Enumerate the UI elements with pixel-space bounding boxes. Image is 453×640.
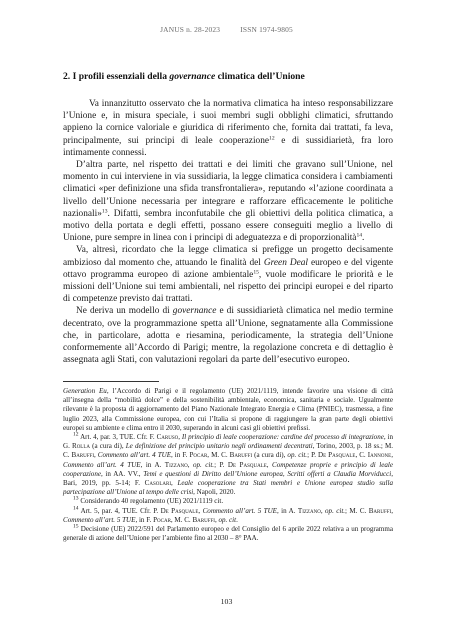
author: Iannone — [367, 451, 392, 460]
work-title: Temi e questioni di Diritto dell’Unione europea, Scritti offerti a Claudia Morviducci — [143, 469, 392, 478]
section-title-text: 2. I profili essenziali della — [63, 71, 170, 82]
author: Tizzano — [297, 506, 321, 515]
text-run: , in AA. VV., — [100, 469, 144, 478]
text-run: , M. C. — [207, 451, 230, 460]
work-title: Competenze proprie e principio di leale cooperazione — [63, 460, 393, 478]
footnotes — [63, 387, 393, 543]
author: Baruffi — [229, 451, 253, 460]
footnote-12 — [63, 433, 393, 497]
author: Baruffi — [71, 451, 94, 460]
text-run: , in A. — [276, 506, 298, 515]
text-run: . — [362, 233, 365, 244]
text-run: Va, altresì, ricordato che la legge climatica si prefigge un progetto decisamente ambizioso dal momento che, attuando le finalità del — [63, 245, 393, 268]
text-run: , in F. — [171, 451, 190, 460]
paragraph-4 — [63, 305, 393, 366]
text-run: (a cura di), — [252, 451, 288, 460]
emphasis: op. cit. — [325, 506, 346, 515]
text-run: , — [391, 451, 393, 460]
text-run: Ne deriva un modello di — [76, 306, 173, 317]
text-run: D’altra parte, nel rispetto dei trattati e dei limiti che gravano sull’Unione, nel momento in cui interviene in via sussidiaria, la legge climatica considera i cambiamenti climatici «per definizione una sfida transfrontaliera», reputando «l’azione coordinata a livello dell’Unione necessaria per integrare e rafforzare efficacemente le politiche nazionali» — [63, 160, 393, 219]
text-run: Art. 4, par. 3, TUE. Cfr. F. — [78, 433, 157, 442]
author: Baruffi — [192, 515, 215, 524]
author: Rolla — [72, 442, 91, 451]
paragraph-1 — [63, 98, 393, 159]
text-run: , vuole modificare le priorità e le missioni dell’Unione sui temi ambientali, nel rispetto dei principi europei e del riparto di competenze previsto dai trattati. — [63, 269, 393, 305]
emphasis: op. cit. — [192, 460, 215, 469]
text-run: , Torino, 2003, p. 18 ss.; M. C. — [63, 442, 393, 460]
text-run: e di sussidiarietà, fra loro intimamente connessi. — [63, 135, 393, 158]
body-text — [63, 98, 393, 366]
work-title: Il principio di leale cooperazione: cardine del processo di integrazione — [181, 433, 384, 442]
text-run: , — [93, 451, 98, 460]
text-run: , — [391, 506, 393, 515]
text-run: , — [198, 506, 203, 515]
footnote-divider — [63, 381, 159, 382]
work-title: Le definizione del principio unitario negli ordinamenti decentrati — [125, 442, 313, 451]
work-title: Commento all’art. 4 TUE — [97, 451, 172, 460]
text-run: . — [236, 515, 238, 524]
text-run: , — [214, 515, 219, 524]
author: Tizzano — [164, 460, 188, 469]
paragraph-3 — [63, 244, 393, 305]
emphasis: governance — [172, 306, 217, 317]
page-number: 103 — [220, 597, 233, 606]
section-title-emphasis: governance — [169, 71, 216, 82]
text-run: , — [187, 460, 193, 469]
author: Baruffi — [368, 506, 392, 515]
author: Pocar — [153, 515, 171, 524]
work-title: Leale cooperazione tra Stati membri e Unione europea studio sulla partecipazione all’Unione al tempo delle crisi — [63, 479, 393, 497]
text-run: , — [266, 460, 273, 469]
footnote-ref-13[interactable]: 13 — [101, 208, 108, 215]
journal-name: JANUS n. 28-2023 — [160, 25, 221, 34]
issn: ISSN 1974-9805 — [240, 25, 293, 34]
footnote-ref-15[interactable]: 15 — [253, 269, 259, 276]
footnote-15 — [63, 525, 393, 543]
text-run: , in A. — [140, 460, 165, 469]
text-run: europeo e del vigente ottavo programma europeo di azione ambientale — [63, 257, 393, 280]
author: De Pasquale — [227, 460, 267, 469]
paragraph-2 — [63, 159, 393, 244]
emphasis: op. cit — [218, 515, 237, 524]
author: Casolari — [144, 479, 172, 488]
emphasis: op. cit. — [287, 451, 308, 460]
text-run: ; P. — [307, 451, 318, 460]
text-run: Decisione (UE) 2022/591 del Parlamento europeo e del Consiglio del 6 aprile 2022 relativa a un programma generale di azione dell’Unione per l’ambiente fino al 2030 – 8° PAA. — [63, 525, 393, 543]
text-run: ; M. C. — [345, 506, 369, 515]
text-run: e di sussidiarietà climatica nel medio termine decentrato, ove la programmazione spetta all’Unione, segnatamente alla Commissione che, in particolare, adotta e riesamina, periodicamente, la strategia dell’Unione conformemente all’Accordo di Parigi; mentre, la regolazione concreta e di dettaglio è assegnata agli Stati, con valutazioni regolari da parte dell’esecutivo europeo. — [63, 306, 393, 366]
footnote-number: 13 — [73, 496, 79, 503]
work-title: Commento all’art. 5 TUE — [202, 506, 277, 515]
work-title: Commento all’art. 5 TUE — [63, 515, 136, 524]
text-run: , l’Accordo di Parigi e il regolamento (UE) 2021/1119, intende favorire una visione di città all’insegna della “mobilità dolce” e della sostenibilità ambientale, economica, sanitaria e sociale. Ugualmente rilevante è la proposta di aggiornamento del Piano Nazionale Integrato Energia e Clima (PNIEC), trasmessa, a fine luglio 2023, alla Commissione europea, con cui l’Italia si propone di raggiungere la gran parte degli obiettivi europei su ambiente e clima entro il 2030, superando in alcuni casi gli obiettivi prefissi. — [63, 387, 393, 432]
section-title-text-end: climatica dell’Unione — [215, 71, 305, 82]
footnote-ref-12[interactable]: 12 — [269, 135, 275, 142]
text-run: , Bari, 2019, pp. 5-14; F. — [63, 469, 394, 488]
text-run: , — [171, 479, 178, 488]
work-title: Commento all’art. 4 TUE — [63, 460, 141, 469]
author: Caruso — [156, 433, 179, 442]
text-run: , — [320, 506, 326, 515]
emphasis: Green Deal — [263, 257, 308, 268]
text-run: ; P. — [214, 460, 228, 469]
text-run: , in G. — [63, 433, 393, 451]
text-run: Art. 5, par. 4, TUE. Cfr. P. — [78, 506, 161, 515]
author: De Pasquale — [160, 506, 199, 515]
author: Pocar — [189, 451, 208, 460]
footnote-14 — [63, 507, 393, 525]
text-run: (a cura di), — [90, 442, 126, 451]
author: De Pasquale — [318, 451, 356, 460]
text-run: , M. C. — [170, 515, 193, 524]
running-header — [0, 25, 453, 34]
footnote-continued — [63, 387, 393, 433]
footnote-13 — [63, 497, 393, 506]
footnote-number: 14 — [73, 505, 79, 512]
text-run: , — [178, 433, 182, 442]
footnote-number: 12 — [73, 431, 79, 438]
section-title — [63, 71, 393, 82]
emphasis: Generation Eu — [63, 387, 107, 395]
text-run: Va innanzitutto osservato che la normativa climatica ha inteso responsabilizzare l’Unione e, in misura speciale, i suoi membri sugli obblighi climatici, sfruttando appieno la cornice valoriale e giuridica di riferimento che, fornita dai trattati, fa leva, principalmente, sui principi di leale cooperazione — [63, 99, 393, 146]
text-run: . Difatti, sembra inconfutabile che gli obiettivi della politica climatica, a motivo della portata e degli effetti, possano essere conseguiti meglio a livello di Unione, pure sempre in linea con i principi di adeguatezza e di proporzionalità — [63, 208, 393, 244]
footnote-ref-14[interactable]: 14 — [356, 232, 363, 239]
text-run: , in F. — [135, 515, 154, 524]
text-run: , Napoli, 2020. — [193, 488, 236, 497]
text-run: , C. — [355, 451, 368, 460]
footnote-number: 15 — [73, 523, 79, 530]
text-run: Considerando 40 regolamento (UE) 2021/1119 cit. — [78, 497, 224, 506]
